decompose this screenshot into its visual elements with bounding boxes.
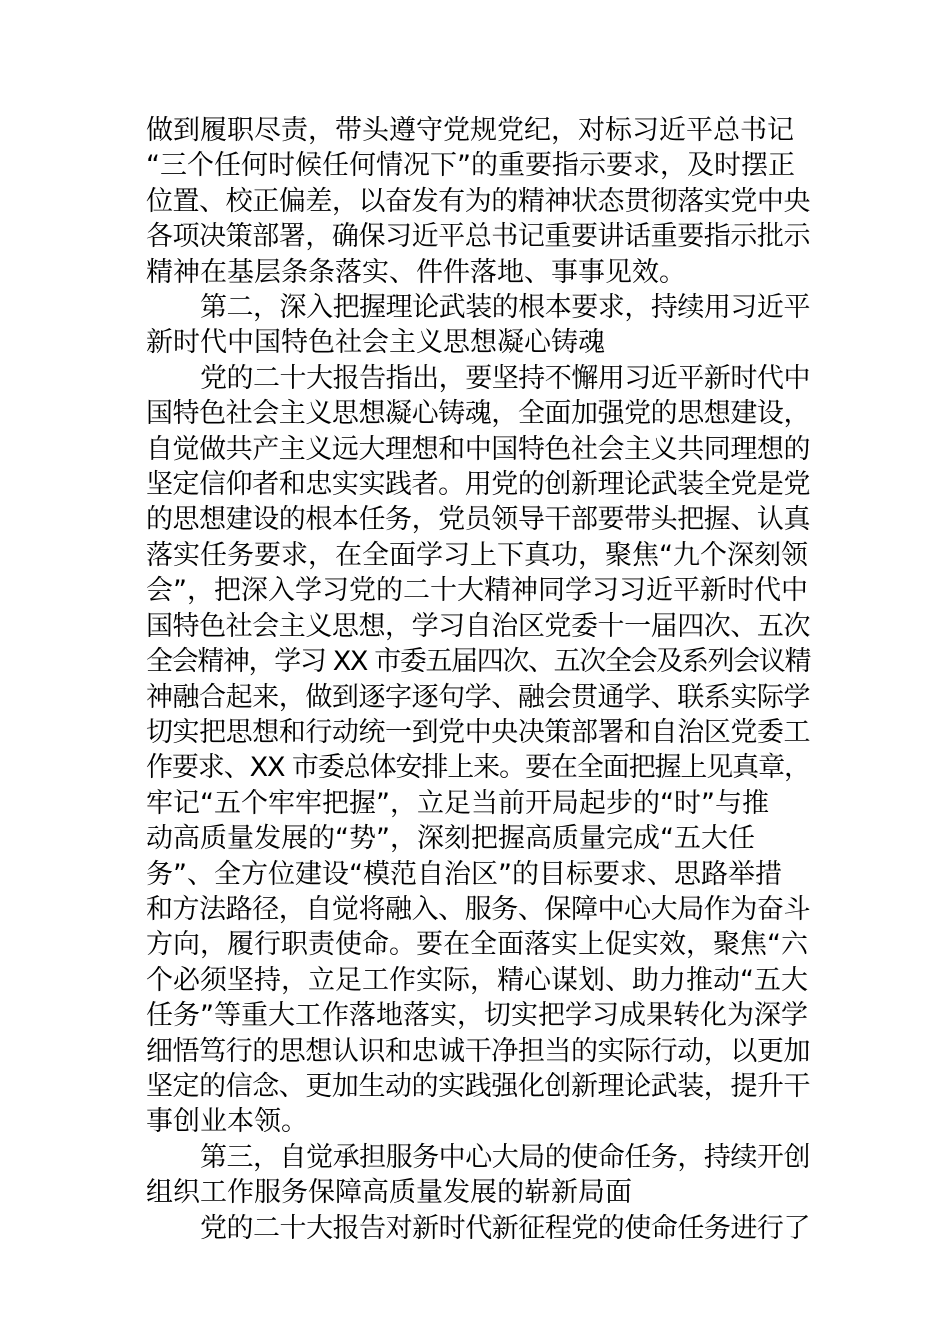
body-paragraph: [146, 1211, 810, 1246]
body-paragraph: [146, 361, 810, 1140]
text-line: 精神在基层条条落实、件件落地、事事见效。: [146, 256, 686, 288]
text-line: 坚定的信念、更加生动的实践强化创新理论武装，提升干: [146, 1070, 810, 1102]
section-heading-3: [146, 1140, 810, 1211]
text-line: 牢记“五个牢牢把握”，立足当前开局起步的“时”与推: [146, 787, 769, 819]
text-line: 个必须坚持，立足工作实际，精心谋划、助力推动“五大: [146, 964, 808, 996]
text-line: 新时代中国特色社会主义思想凝心铸魂: [146, 327, 605, 359]
text-line: 事创业本领。: [146, 1106, 308, 1138]
text-line: 动高质量发展的“势”，深刻把握高质量完成“五大任: [146, 823, 755, 855]
text-line: 会”，把深入学习党的二十大精神同学习习近平新时代中: [146, 575, 808, 607]
text-line: 作要求、XX 市委总体安排上来。要在全面把握上见真章，: [146, 752, 810, 784]
text-line: 细悟笃行的思想认识和忠诚干净担当的实际行动，以更加: [146, 1035, 810, 1067]
text-line: 方向，履行职责使命。要在全面落实上促实效，聚焦“六: [146, 929, 808, 961]
text-line: 坚定信仰者和忠实实践者。用党的创新理论武装全党是党: [146, 469, 810, 501]
text-line: 自觉做共产主义远大理想和中国特色社会主义共同理想的: [146, 433, 810, 465]
text-line: 的思想建设的根本任务，党员领导干部要带头把握、认真: [146, 504, 810, 536]
text-line: 做到履职尽责，带头遵守党规党纪，对标习近平总书记: [146, 115, 794, 146]
paragraph-continued: [146, 113, 810, 290]
text-line: 和方法路径，自觉将融入、服务、保障中心大局作为奋斗: [146, 893, 810, 925]
text-line: “三个任何时候任何情况下”的重要指示要求，及时摆正: [146, 150, 795, 182]
text-line: 神融合起来，做到逐字逐句学、融会贯通学、联系实际学: [146, 681, 810, 713]
section-heading-2: [146, 290, 810, 361]
text-line: 务”、全方位建设“模范自治区”的目标要求、思路举措: [146, 858, 782, 890]
document-body: [146, 113, 810, 1246]
text-line: 任务”等重大工作落地落实，切实把学习成果转化为深学: [146, 1000, 808, 1032]
text-line: 国特色社会主义思想凝心铸魂，全面加强党的思想建设，: [146, 398, 810, 430]
text-line: 党的二十大报告指出，要坚持不懈用习近平新时代中: [200, 362, 810, 394]
text-line: 落实任务要求，在全面学习上下真功，聚焦“九个深刻领: [146, 539, 808, 571]
text-line: 切实把思想和行动统一到党中央决策部署和自治区党委工: [146, 716, 810, 748]
text-line: 全会精神，学习 XX 市委五届四次、五次全会及系列会议精: [146, 646, 811, 678]
text-line: 党的二十大报告对新时代新征程党的使命任务进行了: [200, 1212, 810, 1244]
text-line: 第三，自觉承担服务中心大局的使命任务，持续开创: [200, 1141, 810, 1173]
text-line: 第二，深入把握理论武装的根本要求，持续用习近平: [200, 292, 810, 324]
text-line: 国特色社会主义思想，学习自治区党委十一届四次、五次: [146, 610, 810, 642]
text-line: 各项决策部署，确保习近平总书记重要讲话重要指示批示: [146, 221, 810, 253]
text-line: 组织工作服务保障高质量发展的崭新局面: [146, 1177, 632, 1209]
text-line: 位置、校正偏差，以奋发有为的精神状态贯彻落实党中央: [146, 185, 810, 217]
